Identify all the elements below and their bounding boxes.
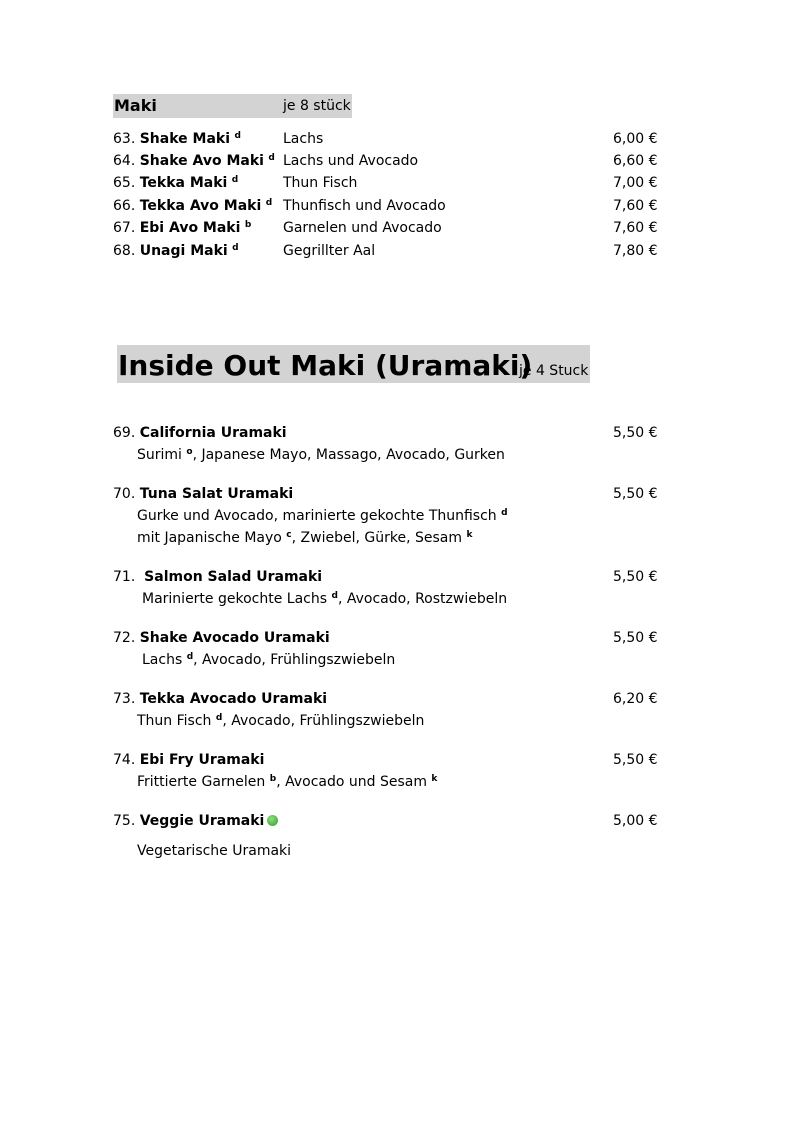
menu-item-64 [113, 153, 673, 173]
allergen-mark: d [501, 508, 508, 518]
item-price: 5,50 € [613, 752, 658, 768]
item-description: Frittierte Garnelen $^b$, Avocado und Sesam $^k$ [137, 774, 438, 790]
item-number: 72. [113, 630, 136, 646]
item-description: Garnelen und Avocado [283, 220, 442, 236]
item-description: Lachs und Avocado [283, 153, 419, 169]
item-description: Lachs [283, 131, 324, 147]
item-description: Surimi $^o$, Japanese Mayo, Massago, Avocado, Gurken [137, 447, 505, 463]
item-price: 5,50 € [613, 630, 658, 646]
item-number: 69. [113, 425, 136, 441]
allergen-mark: k [431, 774, 438, 784]
allergen-mark: d [265, 198, 273, 208]
item-number: 64. [113, 153, 136, 169]
item-price: 6,60 € [613, 153, 658, 169]
item-name: Ebi Avo Maki [139, 220, 241, 236]
item-number: 63. [113, 131, 136, 147]
item-name: Tekka Avo Maki [139, 198, 262, 214]
allergen-mark: d [231, 175, 239, 185]
item-number: 67. [113, 220, 136, 236]
item-price: 7,80 € [613, 243, 658, 259]
item-name: Tuna Salat Uramaki [139, 486, 294, 502]
item-number: 74. [113, 752, 136, 768]
maki-header [113, 94, 352, 118]
item-description-line2: mit Japanische Mayo $^c$, Zwiebel, Gürke, Sesam $^k$ [137, 530, 473, 546]
allergen-mark: d [234, 131, 241, 141]
item-price: 5,50 € [613, 569, 658, 585]
item-number: 70. [113, 486, 136, 502]
allergen-mark: c [286, 530, 292, 540]
menu-item-75 [113, 813, 278, 829]
menu-item-73 [113, 691, 327, 707]
item-description: Gurke und Avocado, marinierte gekochte Thunfisch $^d$ [137, 508, 508, 524]
allergen-mark: o [186, 447, 193, 457]
item-name: Unagi Maki [139, 243, 228, 259]
item-description: Thun Fisch $^d$, Avocado, Frühlingszwiebeln [137, 713, 425, 729]
allergen-mark: b [269, 774, 277, 784]
maki-subtitle: je 8 stück [283, 98, 351, 114]
item-description: Marinierte gekochte Lachs $^d$, Avocado, Rostzwiebeln [142, 591, 508, 607]
item-number: 75. [113, 813, 136, 829]
item-price: 6,20 € [613, 691, 658, 707]
item-name: Salmon Salad Uramaki [144, 569, 323, 585]
uramaki-title: Inside Out Maki (Uramaki) [118, 349, 533, 382]
item-number: 71. [113, 569, 136, 585]
menu-item-66 [113, 198, 673, 218]
menu-item-71 [113, 569, 322, 585]
allergen-mark: d [186, 652, 194, 662]
item-name: Shake Avocado Uramaki [139, 630, 330, 646]
allergen-mark: d [331, 591, 338, 601]
menu-item-69 [113, 425, 287, 441]
allergen-mark: k [466, 530, 473, 540]
menu-item-68 [113, 243, 673, 263]
uramaki-subtitle: je 4 Stuck [519, 363, 589, 379]
item-name: Shake Maki [139, 131, 231, 147]
item-description: Thun Fisch [283, 175, 358, 191]
item-name: Ebi Fry Uramaki [139, 752, 265, 768]
item-price: 5,00 € [613, 813, 658, 829]
vegetarian-dot-icon [267, 815, 278, 826]
item-price: 7,00 € [613, 175, 658, 191]
allergen-mark: d [215, 713, 223, 723]
item-number: 73. [113, 691, 136, 707]
menu-item-70 [113, 486, 293, 502]
item-price: 5,50 € [613, 486, 658, 502]
item-price: 7,60 € [613, 198, 658, 214]
item-price: 7,60 € [613, 220, 658, 236]
allergen-mark: d [268, 153, 275, 163]
item-number: 66. [113, 198, 136, 214]
item-description: Thunfisch und Avocado [283, 198, 446, 214]
maki-title: Maki [114, 96, 157, 115]
item-description: Gegrillter Aal [283, 243, 376, 259]
item-name: Tekka Avocado Uramaki [139, 691, 328, 707]
item-number: 68. [113, 243, 136, 259]
item-price: 6,00 € [613, 131, 658, 147]
menu-item-65 [113, 175, 673, 195]
menu-item-74 [113, 752, 264, 768]
menu-item-63 [113, 131, 673, 151]
menu-item-72 [113, 630, 330, 646]
allergen-mark: d [232, 243, 239, 253]
item-number: 65. [113, 175, 136, 191]
item-name: California Uramaki [139, 425, 287, 441]
item-name: Shake Avo Maki [139, 153, 264, 169]
menu-item-67 [113, 220, 673, 240]
item-description: Vegetarische Uramaki [137, 843, 292, 859]
item-name: Veggie Uramaki [139, 813, 265, 829]
item-name: Tekka Maki [139, 175, 228, 191]
allergen-mark: b [244, 220, 252, 230]
item-description: Lachs $^d$, Avocado, Frühlingszwiebeln [142, 652, 396, 668]
item-price: 5,50 € [613, 425, 658, 441]
uramaki-header [117, 345, 590, 383]
